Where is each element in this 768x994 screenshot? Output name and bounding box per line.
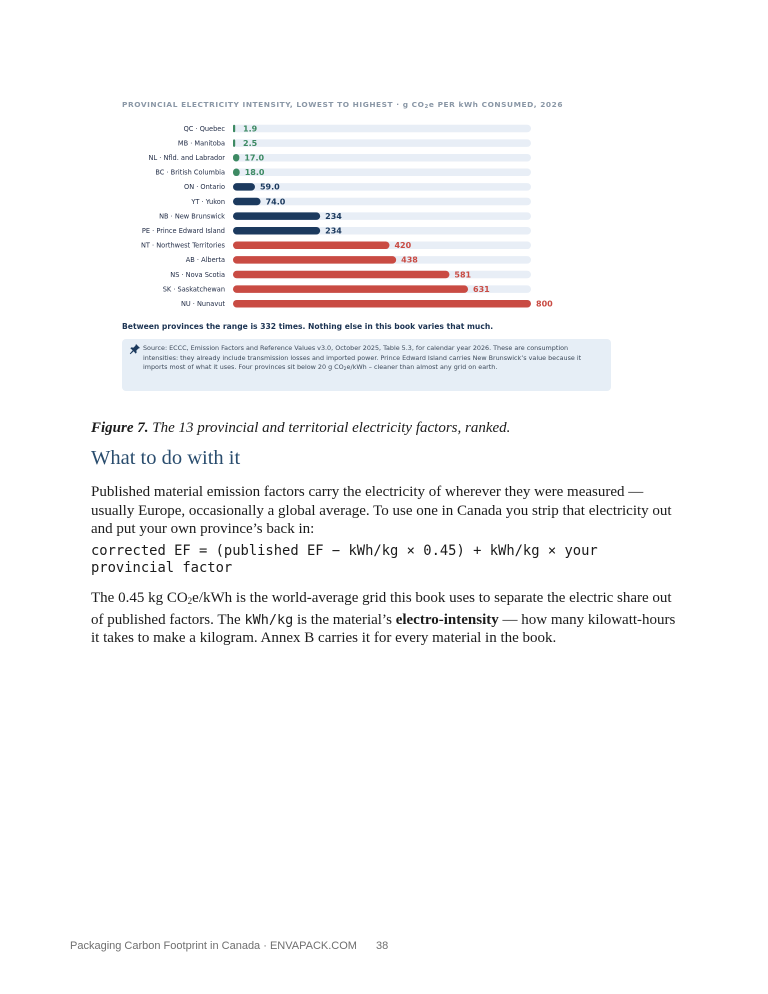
- chart-title: PROVINCIAL ELECTRICITY INTENSITY, LOWEST TO HIGHEST · g $CO_2e$ PER kWh CONSUMED, 2026: [122, 100, 564, 110]
- category-label: NB · New Brunswick: [159, 212, 225, 221]
- category-label: BC · British Columbia: [155, 168, 225, 177]
- category-label: NS · Nova Scotia: [170, 270, 225, 279]
- figure-caption: Figure 7. The 13 provincial and territorial electricity factors, ranked.: [91, 420, 511, 436]
- paragraph-explanation: The 0.45 kg $CO_2e$/kWh is the world-average grid this book uses to separate the electric share out of published factors. The kWh/kg is the material’s electro-intensity — how many kilowatt-hours it takes to make a kilogram. Annex B carries it for every material in the book.: [91, 590, 676, 646]
- source-box: [122, 339, 611, 391]
- value-label: 438: [401, 255, 418, 265]
- paragraph-intro: Published material emission factors carry the electricity of wherever they were measured — usually Europe, occasionally a global average. To use one in Canada you strip that electricity out and put your own province’s back in:: [91, 484, 672, 537]
- inline-code: kWh/kg: [244, 611, 294, 628]
- value-label: 581: [454, 270, 472, 280]
- section-heading: What to do with it: [91, 447, 241, 469]
- bar-track: [233, 125, 531, 133]
- value-label: 17.0: [244, 153, 265, 163]
- value-label: 18.0: [244, 168, 265, 178]
- value-label: 234: [325, 226, 342, 236]
- bar: [233, 169, 240, 177]
- value-label: 631: [473, 284, 490, 294]
- bar: [233, 227, 320, 235]
- bar: [233, 154, 239, 162]
- value-label: 74.0: [265, 197, 286, 207]
- footer-text: Packaging Carbon Footprint in Canada · ENVAPACK.COM: [70, 940, 357, 952]
- source-text: Source: ECCC, Emission Factors and Reference Values v3.0, October 2025, Table 5.3, for calendar year 2026. These are consumption intensities: they already include transmission losses and imported power. Prince Edward Island carries New Brunswick’s value because it imports most of what it uses. Four provinces sit below 20 g $CO_2e$/kWh – cleaner than almost any grid on earth.: [143, 344, 582, 373]
- pin-icon: [129, 343, 141, 355]
- category-label: NL · Nfld. and Labrador: [148, 154, 225, 162]
- formula: corrected EF = (published EF − kWh/kg × 0.45) + kWh/kg × your provincial factor: [91, 543, 598, 576]
- figure-label: Figure 7.: [91, 420, 149, 436]
- category-label: NU · Nunavut: [180, 300, 225, 308]
- category-label: YT · Yukon: [191, 197, 225, 206]
- category-label: AB · Alberta: [185, 256, 225, 265]
- bar: [233, 242, 389, 250]
- bar-track: [233, 154, 531, 162]
- bar: [233, 198, 261, 206]
- key-term: electro-intensity: [395, 611, 499, 628]
- bar: [233, 183, 255, 191]
- value-label: 2.5: [243, 138, 258, 148]
- category-label: PE · Prince Edward Island: [141, 227, 225, 235]
- range-note: Between provinces the range is 332 times. Nothing else in this book varies that much.: [122, 322, 494, 331]
- category-label: NT · Northwest Territories: [140, 241, 225, 250]
- value-label: 800: [536, 299, 553, 309]
- value-label: 1.9: [243, 124, 258, 134]
- bar: [233, 285, 468, 293]
- value-label: 234: [325, 211, 342, 221]
- bar: [233, 139, 235, 147]
- page-number: 38: [376, 940, 389, 952]
- value-label: 59.0: [259, 182, 280, 192]
- category-label: SK · Saskatchewan: [162, 285, 225, 294]
- bar: [233, 212, 320, 220]
- bar: [233, 256, 396, 264]
- category-label: QC · Quebec: [183, 124, 225, 133]
- bar: [233, 300, 531, 308]
- bar-chart: [110, 122, 570, 318]
- bar-track: [233, 169, 531, 177]
- bar: [233, 271, 449, 279]
- value-label: 420: [394, 241, 412, 251]
- bar: [233, 125, 235, 133]
- category-label: ON · Ontario: [184, 183, 225, 192]
- category-label: MB · Manitoba: [177, 139, 225, 148]
- bar-track: [233, 139, 531, 147]
